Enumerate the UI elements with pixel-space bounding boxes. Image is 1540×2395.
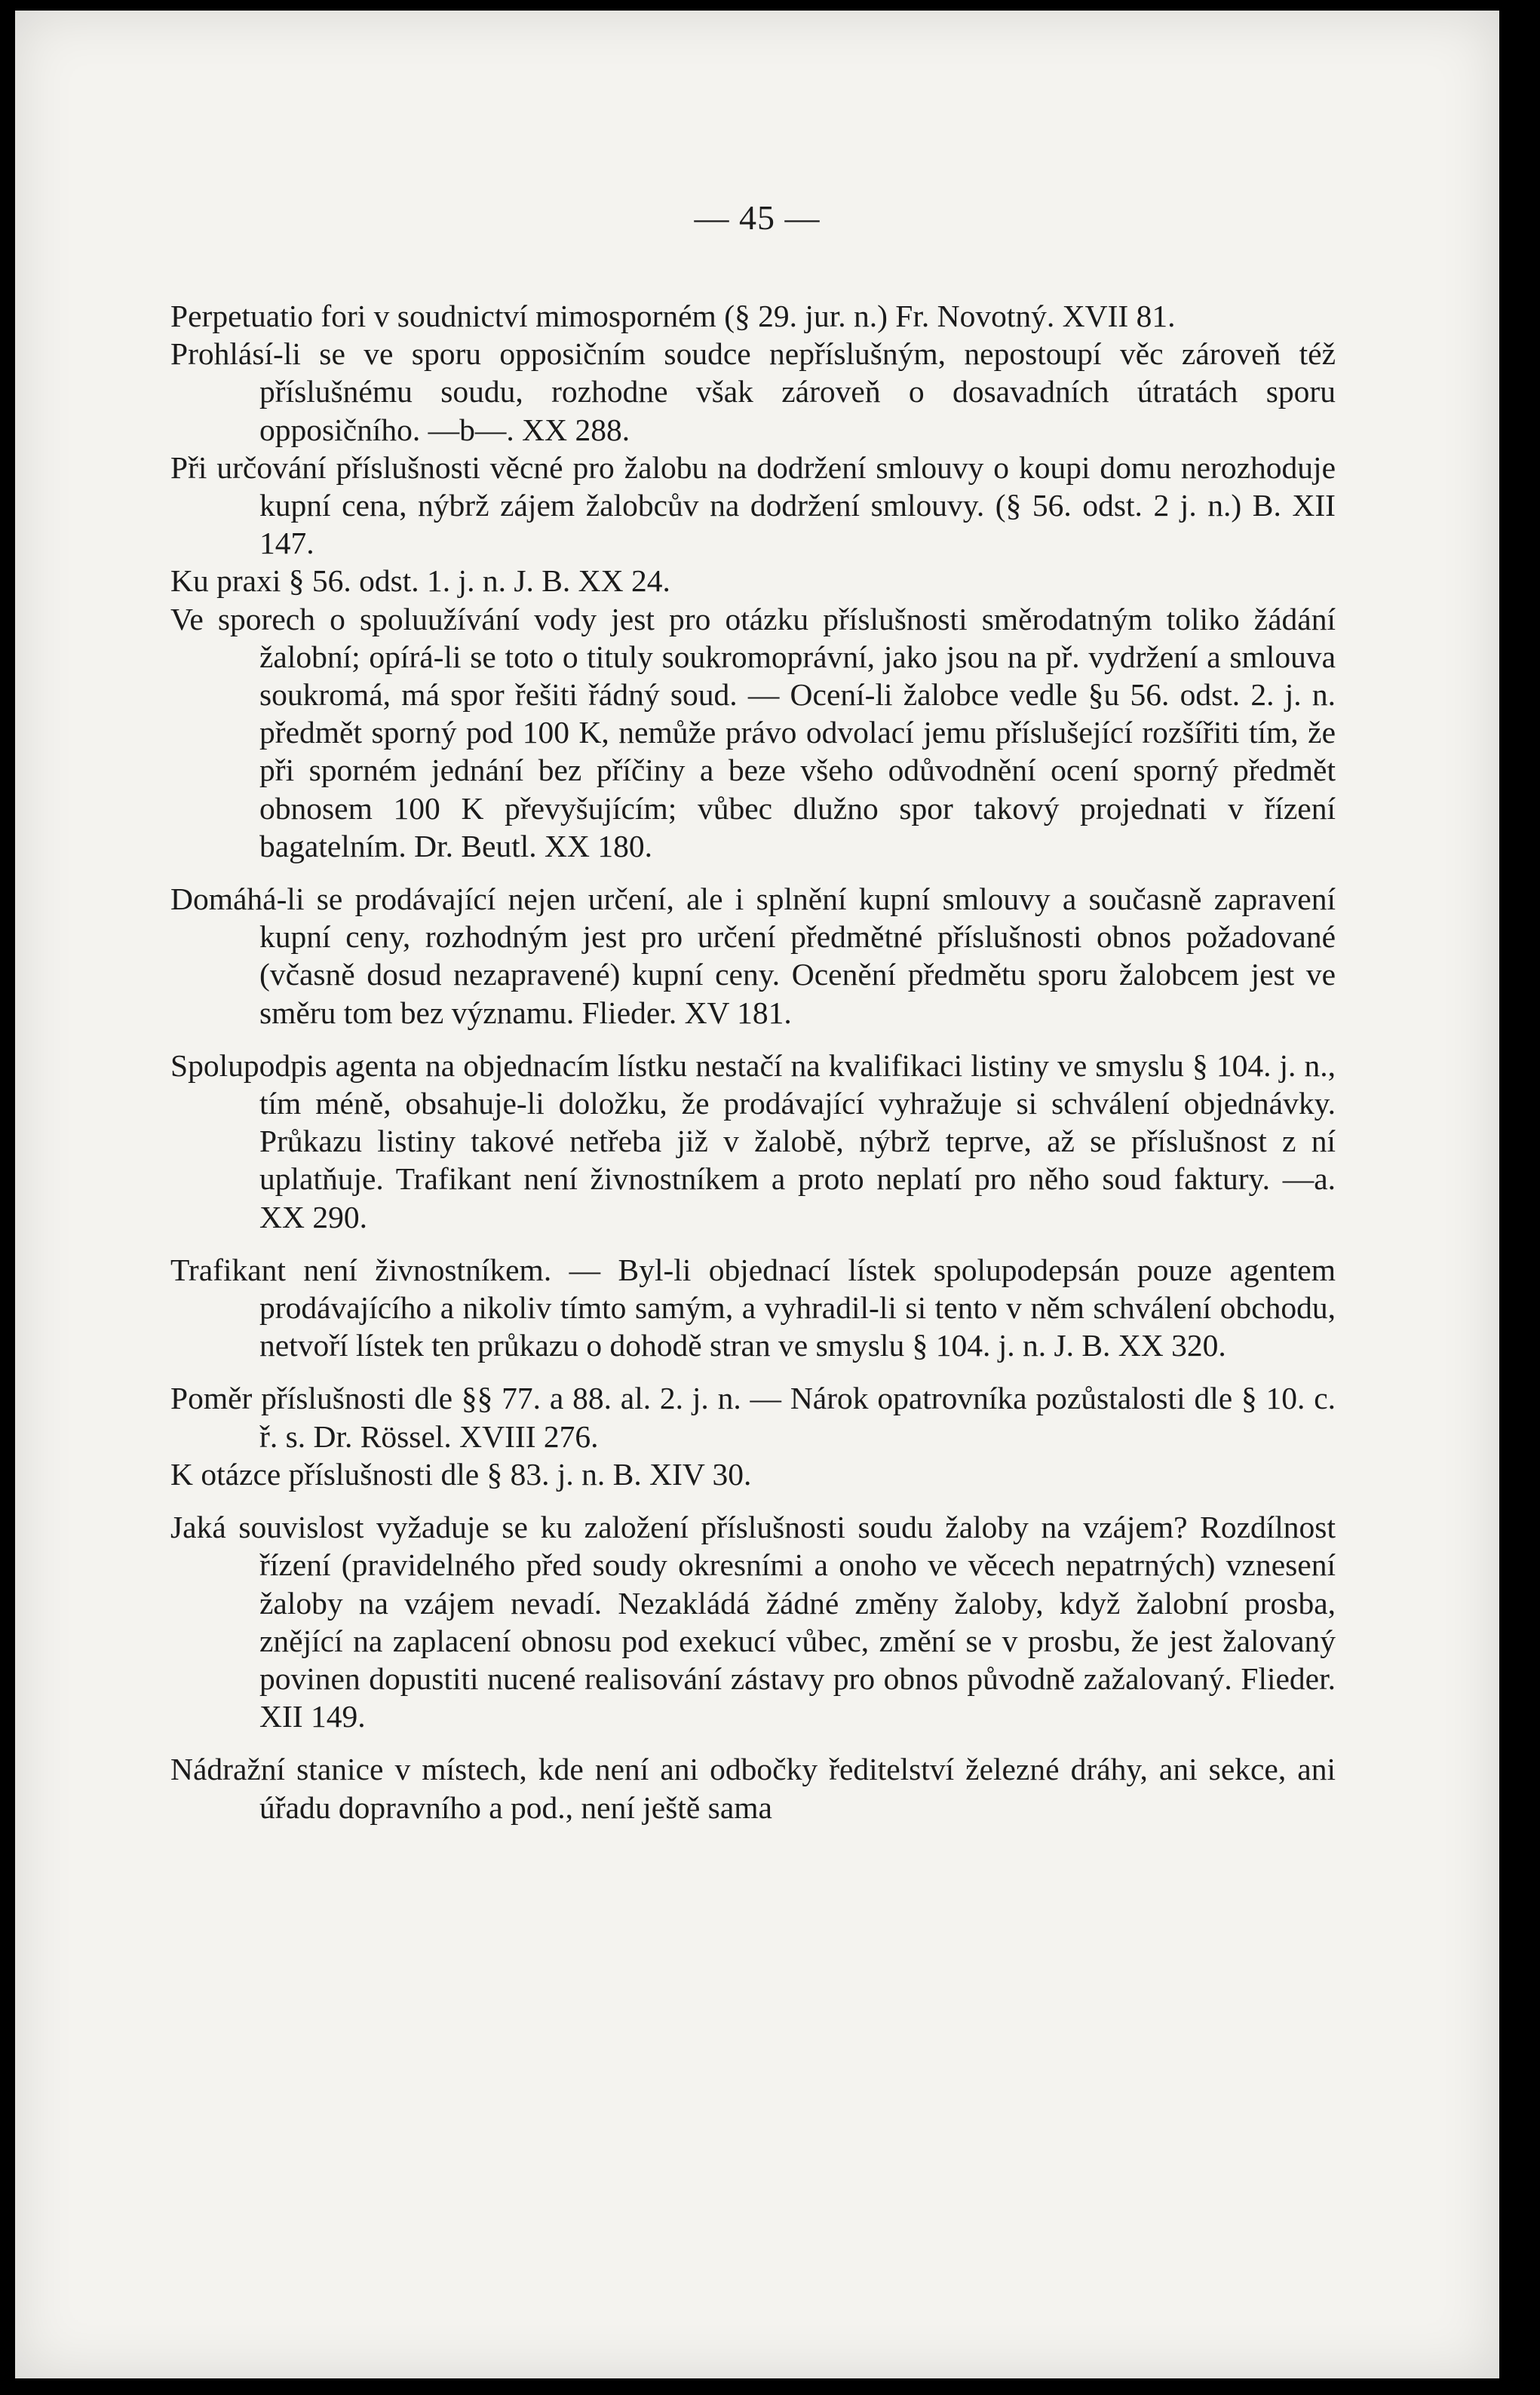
book-page <box>15 11 1499 2378</box>
entry-pri-urcovani: Při určování příslušnosti věcné pro žalobu na dodržení smlouvy o koupi domu nerozhoduje kupní cena, nýbrž zájem žalobcův na dodržení smlouvy. (§ 56. odst. 2 j. n.) B. XII 147. <box>170 449 1336 561</box>
entry-domaha-li: Domáhá-li se prodávající nejen určení, ale i splnění kupní smlouvy a současně zapravení kupní ceny, rozhodným jest pro určení předmětné příslušnosti obnos požadované (včasně dosud nezapravené) kupní ceny. Ocenění předmětu sporu žalobcem jest ve směru tom bez významu. Flieder. XV 181. <box>170 882 1336 1030</box>
entry-pomer: Poměr příslušnosti dle §§ 77. a 88. al. 2. j. n. — Nárok opatrovníka pozůstalosti dle § 10. c. ř. s. Dr. Rössel. XVIII 276. <box>170 1381 1336 1454</box>
entry-k-otazce: K otázce příslušnosti dle § 83. j. n. B. XIV 30. <box>170 1456 752 1492</box>
entry-spolupodpis: Spolupodpis agenta na objednacím lístku nestačí na kvalifikaci listiny ve smyslu § 104. j. n., tím méně, obsahuje-li doložku, že prodávající vyhražuje si schválení objednávky. Průkazu listiny takové netřeba již v žalobě, nýbrž teprve, až se příslušnost z ní uplatňuje. Trafikant není živnostníkem a proto neplatí pro něho soud faktury. —a. XX 290. <box>170 1047 1336 1234</box>
entry-jaka-souvislost: Jaká souvislost vyžaduje se ku založení příslušnosti soudu žaloby na vzájem? Rozdílnost řízení (pravidelného před soudy okresními a onoho ve věcech nepatrných) vznesení žaloby na vzájem nevadí. Nezakládá žádné změny žaloby, když žalobní prosba, znějící na zaplacení obnosu pod exekucí vůbec, změní se v prosbu, že jest žalovaný povinen dopustiti nucené realisování zástavy pro obnos původně zažalovaný. Flieder. XII 149. <box>170 1510 1336 1734</box>
entry-nadrazni-stanice: Nádražní stanice v místech, kde není ani odbočky ředitelství železné dráhy, ani sekce, ani úřadu dopravního a pod., není ještě sama <box>170 1752 1336 1825</box>
entry-perpetuatio-fori: Perpetuatio fori v soudnictví mimosporném (§ 29. jur. n.) Fr. Novotný. XVII 81. <box>170 299 1176 333</box>
entry-trafikant: Trafikant není živnostníkem. — Byl-li objednací lístek spolupodepsán pouze agentem prodávajícího a nikoliv tímto samým, a vyhradil-li si tento v něm schválení obchodu, netvoří lístek ten průkazu o dohodě stran ve smyslu § 104. j. n. J. B. XX 320. <box>170 1252 1336 1363</box>
page-body <box>170 297 1336 1826</box>
entry-ve-sporech: Ve sporech o spoluužívání vody jest pro otázku příslušnosti směrodatným toliko žádání žalobní; opírá-li se toto o tituly soukromoprávní, jako jsou na př. vydržení a smlouva soukromá, má spor řešiti řádný soud. — Ocení-li žalobce vedle §u 56. odst. 2. j. n. předmět sporný pod 100 K, nemůže právo odvolací jemu příslušející rozšířiti tím, že při sporném jednání bez příčiny a beze všeho odůvodnění ocení sporný předmět obnosem 100 K převyšujícím; vůbec dlužno spor takový projednati v řízení bagatelním. Dr. Beutl. XX 180. <box>170 601 1336 863</box>
entry-ku-praxi: Ku praxi § 56. odst. 1. j. n. J. B. XX 24. <box>170 563 670 599</box>
page-number: — 45 — <box>694 198 821 237</box>
entry-prohlasi-li: Prohlásí-li se ve sporu opposičním soudce nepříslušným, nepostoupí věc zároveň též příslušnému soudu, rozhodne však zároveň o dosavadních útratách sporu opposičního. —b—. XX 288. <box>170 336 1336 447</box>
